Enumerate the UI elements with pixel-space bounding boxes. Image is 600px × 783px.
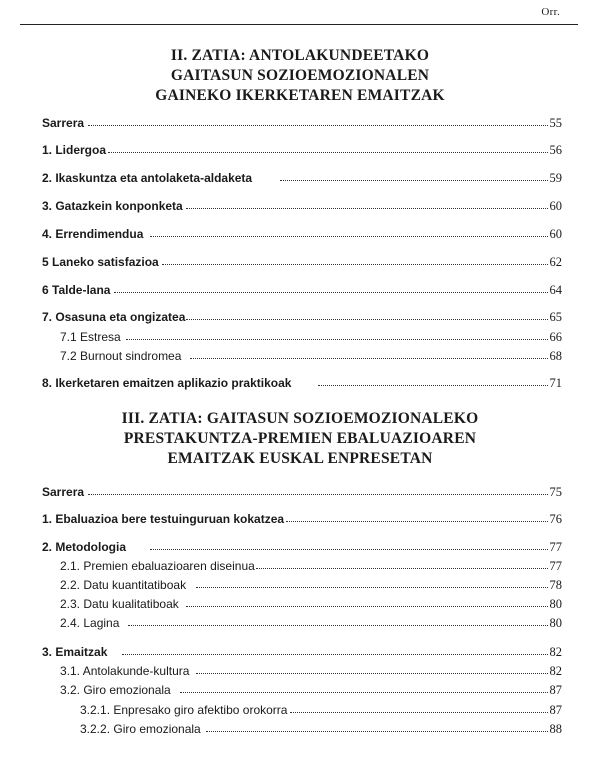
toc-entry[interactable] <box>0 281 600 299</box>
toc-entry-label: 2. Ikaskuntza eta antolaketa-aldaketa <box>42 169 256 187</box>
toc-entry-label: 8. Ikerketaren emaitzen aplikazio praktikoak <box>42 374 295 392</box>
dot-leader <box>280 180 548 181</box>
toc-entry[interactable] <box>0 141 600 159</box>
toc-entry-label: 7.1 Estresa <box>60 328 125 346</box>
toc-entry-page: 80 <box>549 616 562 630</box>
toc-entry[interactable] <box>0 538 600 556</box>
toc-entry-page: 75 <box>549 485 562 499</box>
dot-leader <box>108 152 548 153</box>
toc-entry[interactable] <box>0 374 600 392</box>
toc-entry[interactable] <box>0 720 600 738</box>
dot-leader <box>88 125 548 126</box>
toc-entry-page: 76 <box>549 512 562 526</box>
toc-entry[interactable] <box>0 576 600 594</box>
header-rule <box>20 24 578 25</box>
toc-entry-page: 87 <box>549 703 562 717</box>
toc-entry[interactable] <box>0 662 600 680</box>
toc-entry-label: Sarrera <box>42 114 88 132</box>
toc-entry-page: 88 <box>549 722 562 736</box>
toc-entry-label: Sarrera <box>42 483 88 501</box>
toc-entry[interactable] <box>0 169 600 187</box>
toc-entry-label: 2.2. Datu kuantitatiboak <box>60 576 190 594</box>
toc-entry-page: 60 <box>549 199 562 213</box>
toc-entry-page: 60 <box>549 227 562 241</box>
toc-entry-page: 65 <box>549 310 562 324</box>
part-3-title <box>0 409 600 469</box>
toc-entry-label: 5 Laneko satisfazioa <box>42 253 163 271</box>
toc-entry-label: 2.1. Premien ebaluazioaren diseinua <box>60 557 259 575</box>
dot-leader <box>88 494 548 495</box>
dot-leader <box>126 339 548 340</box>
dot-leader <box>290 712 548 713</box>
part-2-title-line: GAITASUN SOZIOEMOZIONALEN <box>170 67 430 84</box>
toc-entry[interactable] <box>0 681 600 699</box>
dot-leader <box>186 319 548 320</box>
toc-entry-label: 2. Metodologia <box>42 538 130 556</box>
dot-leader <box>318 385 548 386</box>
toc-entry[interactable] <box>0 328 600 346</box>
toc-entry-page: 66 <box>549 330 562 344</box>
toc-entry[interactable] <box>0 643 600 661</box>
toc-entry-label: 7. Osasuna eta ongizatea <box>42 308 189 326</box>
toc-entry-page: 87 <box>549 683 562 697</box>
toc-entry-label: 7.2 Burnout sindromea <box>60 347 185 365</box>
toc-entry[interactable] <box>0 595 600 613</box>
toc-entry-page: 56 <box>549 143 562 157</box>
dot-leader <box>286 521 548 522</box>
toc-entry-page: 62 <box>549 255 562 269</box>
part-2-title-line: GAINEKO IKERKETAREN EMAITZAK <box>155 87 445 104</box>
toc-entry[interactable] <box>0 197 600 215</box>
page-column-label: Orr. <box>541 6 560 18</box>
part-2-title-line: II. ZATIA: ANTOLAKUNDEETAKO <box>170 47 430 64</box>
toc-entry-label: 2.3. Datu kualitatiboak <box>60 595 183 613</box>
toc-entry[interactable] <box>0 347 600 365</box>
toc-entry-label: 3.1. Antolakunde-kultura <box>60 662 193 680</box>
toc-entry-label: 3.2.2. Giro emozionala <box>80 720 205 738</box>
dot-leader <box>186 208 548 209</box>
toc-entry[interactable] <box>0 483 600 501</box>
dot-leader <box>150 236 548 237</box>
dot-leader <box>162 264 548 265</box>
part-3-title-line: III. ZATIA: GAITASUN SOZIOEMOZIONALEKO <box>121 410 479 427</box>
toc-entry-page: 59 <box>549 171 562 185</box>
dot-leader <box>128 625 548 626</box>
toc-entry[interactable] <box>0 253 600 271</box>
dot-leader <box>122 654 548 655</box>
toc-entry-page: 77 <box>549 559 562 573</box>
toc-entry-page: 64 <box>549 283 562 297</box>
dot-leader <box>114 292 548 293</box>
toc-entry-label: 6 Talde-lana <box>42 281 114 299</box>
toc-entry-label: 3.2. Giro emozionala <box>60 681 175 699</box>
dot-leader <box>206 731 548 732</box>
toc-entry[interactable] <box>0 114 600 132</box>
toc-entry-page: 77 <box>549 540 562 554</box>
toc-entry-label: 2.4. Lagina <box>60 614 123 632</box>
dot-leader <box>150 549 548 550</box>
toc-entry-page: 71 <box>549 376 562 390</box>
toc-entry-page: 78 <box>549 578 562 592</box>
part-3-title-line: EMAITZAK EUSKAL ENPRESETAN <box>167 450 433 467</box>
toc-entry-label: 3. Emaitzak <box>42 643 111 661</box>
toc-entry[interactable] <box>0 701 600 719</box>
part-2-title <box>0 46 600 106</box>
dot-leader <box>256 568 548 569</box>
toc-entry[interactable] <box>0 225 600 243</box>
part-3-title-line: PRESTAKUNTZA-PREMIEN EBALUAZIOAREN <box>123 430 477 447</box>
dot-leader <box>186 606 548 607</box>
toc-entry-label: 3.2.1. Enpresako giro afektibo orokorra <box>80 701 291 719</box>
toc-entry[interactable] <box>0 510 600 528</box>
toc-entry[interactable] <box>0 308 600 326</box>
toc-entry[interactable] <box>0 557 600 575</box>
toc-entry-page: 80 <box>549 597 562 611</box>
toc-entry-label: 4. Errendimendua <box>42 225 147 243</box>
dot-leader <box>196 673 548 674</box>
toc-entry-page: 82 <box>549 645 562 659</box>
toc-entry-label: 1. Ebaluazioa bere testuinguruan kokatzea <box>42 510 288 528</box>
toc-entry-page: 55 <box>549 116 562 130</box>
toc-entry-page: 68 <box>549 349 562 363</box>
dot-leader <box>190 358 548 359</box>
dot-leader <box>196 587 548 588</box>
dot-leader <box>180 692 548 693</box>
toc-entry-page: 82 <box>549 664 562 678</box>
toc-entry-label: 1. Lidergoa <box>42 141 110 159</box>
toc-entry[interactable] <box>0 614 600 632</box>
toc-entry-label: 3. Gatazkein konponketa <box>42 197 187 215</box>
